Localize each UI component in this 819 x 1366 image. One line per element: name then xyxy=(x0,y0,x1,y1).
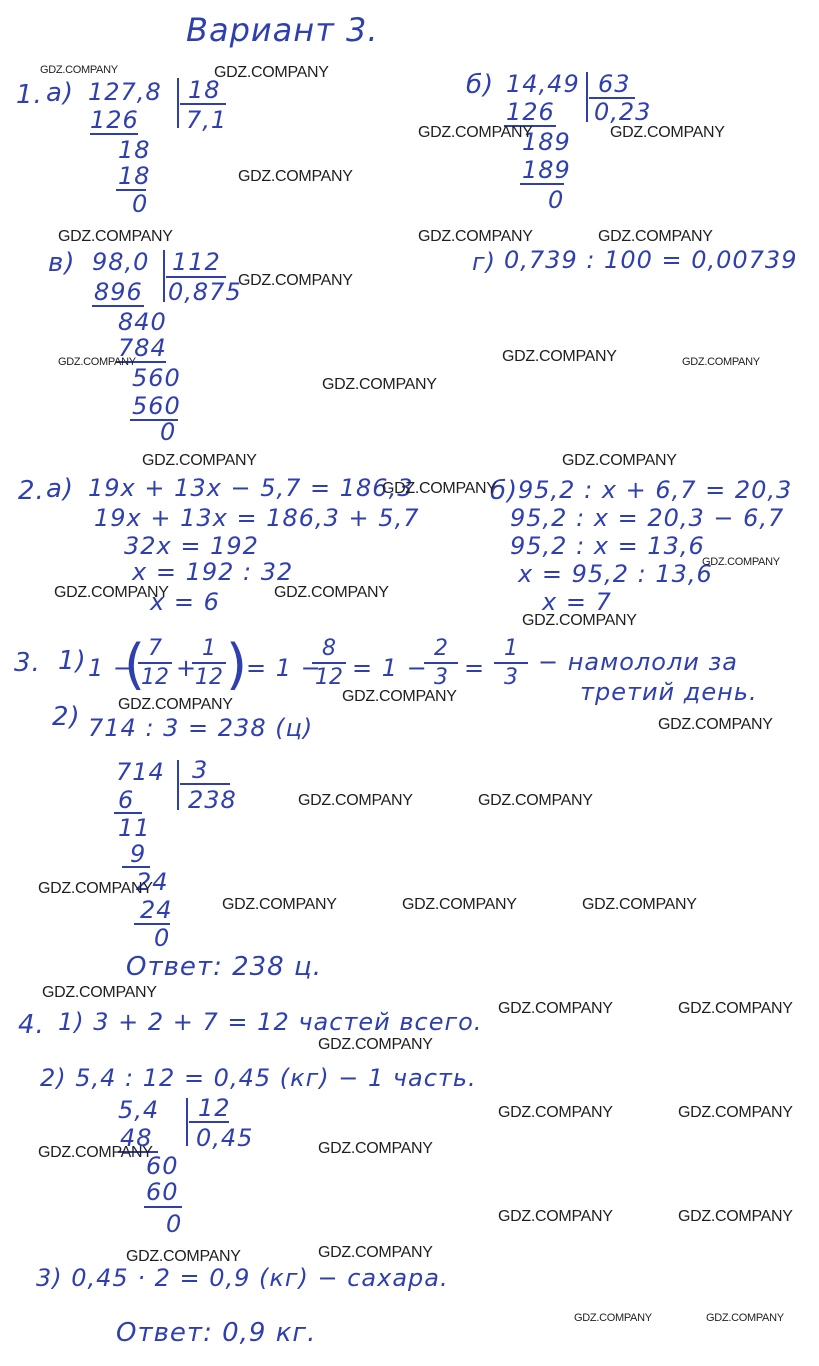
task4-div-step: 0 xyxy=(166,1210,183,1238)
right-paren: ) xyxy=(226,633,248,696)
task2a-line: 19x + 13x − 5,7 = 186,3 xyxy=(88,474,414,502)
task1v-dividend: 98,0 xyxy=(92,248,150,276)
task2b-line: x = 7 xyxy=(542,588,612,616)
watermark: GDZ.COMPANY xyxy=(322,376,437,393)
watermark: GDZ.COMPANY xyxy=(274,584,389,601)
task3-note-line1: − намололи за xyxy=(538,648,738,676)
task1a-step: 18 xyxy=(118,162,151,190)
task3-label: 3. xyxy=(14,648,41,678)
task3-div-step: 24 xyxy=(140,896,173,924)
equals-segment: = 1 − xyxy=(246,654,322,682)
watermark: GDZ.COMPANY xyxy=(142,452,257,469)
watermark: GDZ.COMPANY xyxy=(502,348,617,365)
task3-div-quotient: 238 xyxy=(188,786,237,814)
task2b-line: 95,2 : x = 20,3 − 6,7 xyxy=(510,504,785,532)
task2b-line: 95,2 : x = 13,6 xyxy=(510,532,705,560)
task1v-step: 0 xyxy=(160,418,177,446)
watermark: GDZ.COMPANY xyxy=(382,480,497,497)
task3-step1-start: 1 − xyxy=(88,654,135,682)
task4-div-step: 60 xyxy=(146,1178,179,1206)
watermark: GDZ.COMPANY xyxy=(40,64,118,76)
watermark: GDZ.COMPANY xyxy=(658,716,773,733)
task4-step2: 2) 5,4 : 12 = 0,45 (кг) − 1 часть. xyxy=(40,1064,477,1092)
task2b-label: б) xyxy=(490,476,519,506)
task1v-label: в) xyxy=(48,248,76,278)
watermark: GDZ.COMPANY xyxy=(214,64,329,81)
task3-step2-expression: 714 : 3 = 238 (ц) xyxy=(88,714,314,742)
watermark: GDZ.COMPANY xyxy=(562,452,677,469)
fraction: 8 12 xyxy=(312,638,346,689)
task3-div-step: 24 xyxy=(136,868,169,896)
task4-div-step: 60 xyxy=(146,1152,179,1180)
watermark: GDZ.COMPANY xyxy=(678,1208,793,1225)
task4-label: 4. xyxy=(18,1010,45,1040)
task1a-step: 0 xyxy=(132,190,149,218)
equals-segment: = 1 − xyxy=(352,654,428,682)
task2a-line: 32x = 192 xyxy=(124,532,259,560)
task3-div-dividend: 714 xyxy=(116,758,165,786)
fraction: 7 12 xyxy=(138,638,172,689)
task2b-line: x = 95,2 : 13,6 xyxy=(518,560,713,588)
task1a-divisor: 18 xyxy=(188,76,221,104)
task2a-line: x = 6 xyxy=(150,588,220,616)
watermark: GDZ.COMPANY xyxy=(318,1244,433,1261)
task4-div-divisor: 12 xyxy=(198,1094,231,1122)
task2a-line: x = 192 : 32 xyxy=(132,558,294,586)
task1v-step: 560 xyxy=(132,364,181,392)
task4-div-step: 48 xyxy=(120,1124,153,1152)
watermark: GDZ.COMPANY xyxy=(38,880,153,897)
task1a-step: 126 xyxy=(90,106,139,134)
watermark: GDZ.COMPANY xyxy=(58,228,173,245)
task4-step1: 1) 3 + 2 + 7 = 12 частей всего. xyxy=(58,1008,483,1036)
task3-note-line2: третий день. xyxy=(580,678,758,706)
task1b-step: 189 xyxy=(522,156,571,184)
task1v-divisor: 112 xyxy=(172,248,221,276)
task3-div-step: 6 xyxy=(118,786,135,814)
watermark: GDZ.COMPANY xyxy=(678,1000,793,1017)
task3-div-step: 0 xyxy=(154,924,171,952)
task1a-quotient: 7,1 xyxy=(186,106,228,134)
task3-div-divisor: 3 xyxy=(192,756,209,784)
watermark: GDZ.COMPANY xyxy=(118,696,233,713)
task1g-label: г) xyxy=(472,248,496,276)
task1b-step: 126 xyxy=(506,98,555,126)
watermark: GDZ.COMPANY xyxy=(478,792,593,809)
watermark: GDZ.COMPANY xyxy=(418,228,533,245)
task1g-expression: 0,739 : 100 = 0,00739 xyxy=(504,246,798,274)
watermark: GDZ.COMPANY xyxy=(706,1312,784,1324)
task4-div-quotient: 0,45 xyxy=(196,1124,254,1152)
task2b-line: 95,2 : x + 6,7 = 20,3 xyxy=(518,476,793,504)
watermark: GDZ.COMPANY xyxy=(702,556,780,568)
watermark: GDZ.COMPANY xyxy=(318,1036,433,1053)
watermark: GDZ.COMPANY xyxy=(498,1104,613,1121)
task2a-label: а) xyxy=(46,474,75,504)
task2a-line: 19x + 13x = 186,3 + 5,7 xyxy=(94,504,420,532)
watermark: GDZ.COMPANY xyxy=(238,168,353,185)
task1-label: 1. xyxy=(16,80,43,110)
page-title: Вариант 3. xyxy=(186,11,379,49)
watermark: GDZ.COMPANY xyxy=(574,1312,652,1324)
plus-sign: + xyxy=(176,654,198,682)
watermark: GDZ.COMPANY xyxy=(678,1104,793,1121)
task1b-step: 189 xyxy=(522,128,571,156)
task1b-label: б) xyxy=(466,70,495,100)
task3-step1-label: 1) xyxy=(58,646,87,676)
fraction: 2 3 xyxy=(424,638,458,689)
task3-answer: Ответ: 238 ц. xyxy=(126,952,322,982)
watermark: GDZ.COMPANY xyxy=(498,1000,613,1017)
task1a-dividend: 127,8 xyxy=(88,78,162,106)
watermark: GDZ.COMPANY xyxy=(682,356,760,368)
task1a-label: а) xyxy=(46,78,75,108)
task1v-quotient: 0,875 xyxy=(168,278,242,306)
fraction: 1 12 xyxy=(192,638,226,689)
task1b-quotient: 0,23 xyxy=(594,98,652,126)
watermark: GDZ.COMPANY xyxy=(42,984,157,1001)
watermark: GDZ.COMPANY xyxy=(610,124,725,141)
watermark: GDZ.COMPANY xyxy=(402,896,517,913)
task1v-step: 896 xyxy=(94,278,143,306)
task1b-dividend: 14,49 xyxy=(506,70,580,98)
watermark: GDZ.COMPANY xyxy=(498,1208,613,1225)
watermark: GDZ.COMPANY xyxy=(522,612,637,629)
task1v-step: 560 xyxy=(132,392,181,420)
task1b-step: 0 xyxy=(548,186,565,214)
task3-step2: 2) xyxy=(52,702,81,732)
watermark: GDZ.COMPANY xyxy=(342,688,457,705)
task1v-step: 840 xyxy=(118,308,167,336)
fraction: 1 3 xyxy=(494,638,528,689)
task2-label: 2. xyxy=(18,476,45,506)
task4-step3: 3) 0,45 · 2 = 0,9 (кг) − сахара. xyxy=(36,1264,449,1292)
watermark: GDZ.COMPANY xyxy=(38,1144,153,1161)
watermark: GDZ.COMPANY xyxy=(298,792,413,809)
watermark: GDZ.COMPANY xyxy=(222,896,337,913)
left-paren: ( xyxy=(124,633,146,696)
task3-div-step: 11 xyxy=(118,814,151,842)
watermark: GDZ.COMPANY xyxy=(126,1248,241,1265)
task3-div-step: 9 xyxy=(130,840,147,868)
task1v-step: 784 xyxy=(118,334,167,362)
watermark: GDZ.COMPANY xyxy=(598,228,713,245)
task4-div-dividend: 5,4 xyxy=(118,1096,160,1124)
watermark: GDZ.COMPANY xyxy=(418,124,533,141)
watermark: GDZ.COMPANY xyxy=(58,356,136,368)
task1b-divisor: 63 xyxy=(598,70,631,98)
task1a-step: 18 xyxy=(118,136,151,164)
equals-segment: = xyxy=(464,654,486,682)
watermark: GDZ.COMPANY xyxy=(582,896,697,913)
task4-answer: Ответ: 0,9 кг. xyxy=(116,1318,317,1348)
watermark: GDZ.COMPANY xyxy=(318,1140,433,1157)
watermark: GDZ.COMPANY xyxy=(54,584,169,601)
watermark: GDZ.COMPANY xyxy=(238,272,353,289)
